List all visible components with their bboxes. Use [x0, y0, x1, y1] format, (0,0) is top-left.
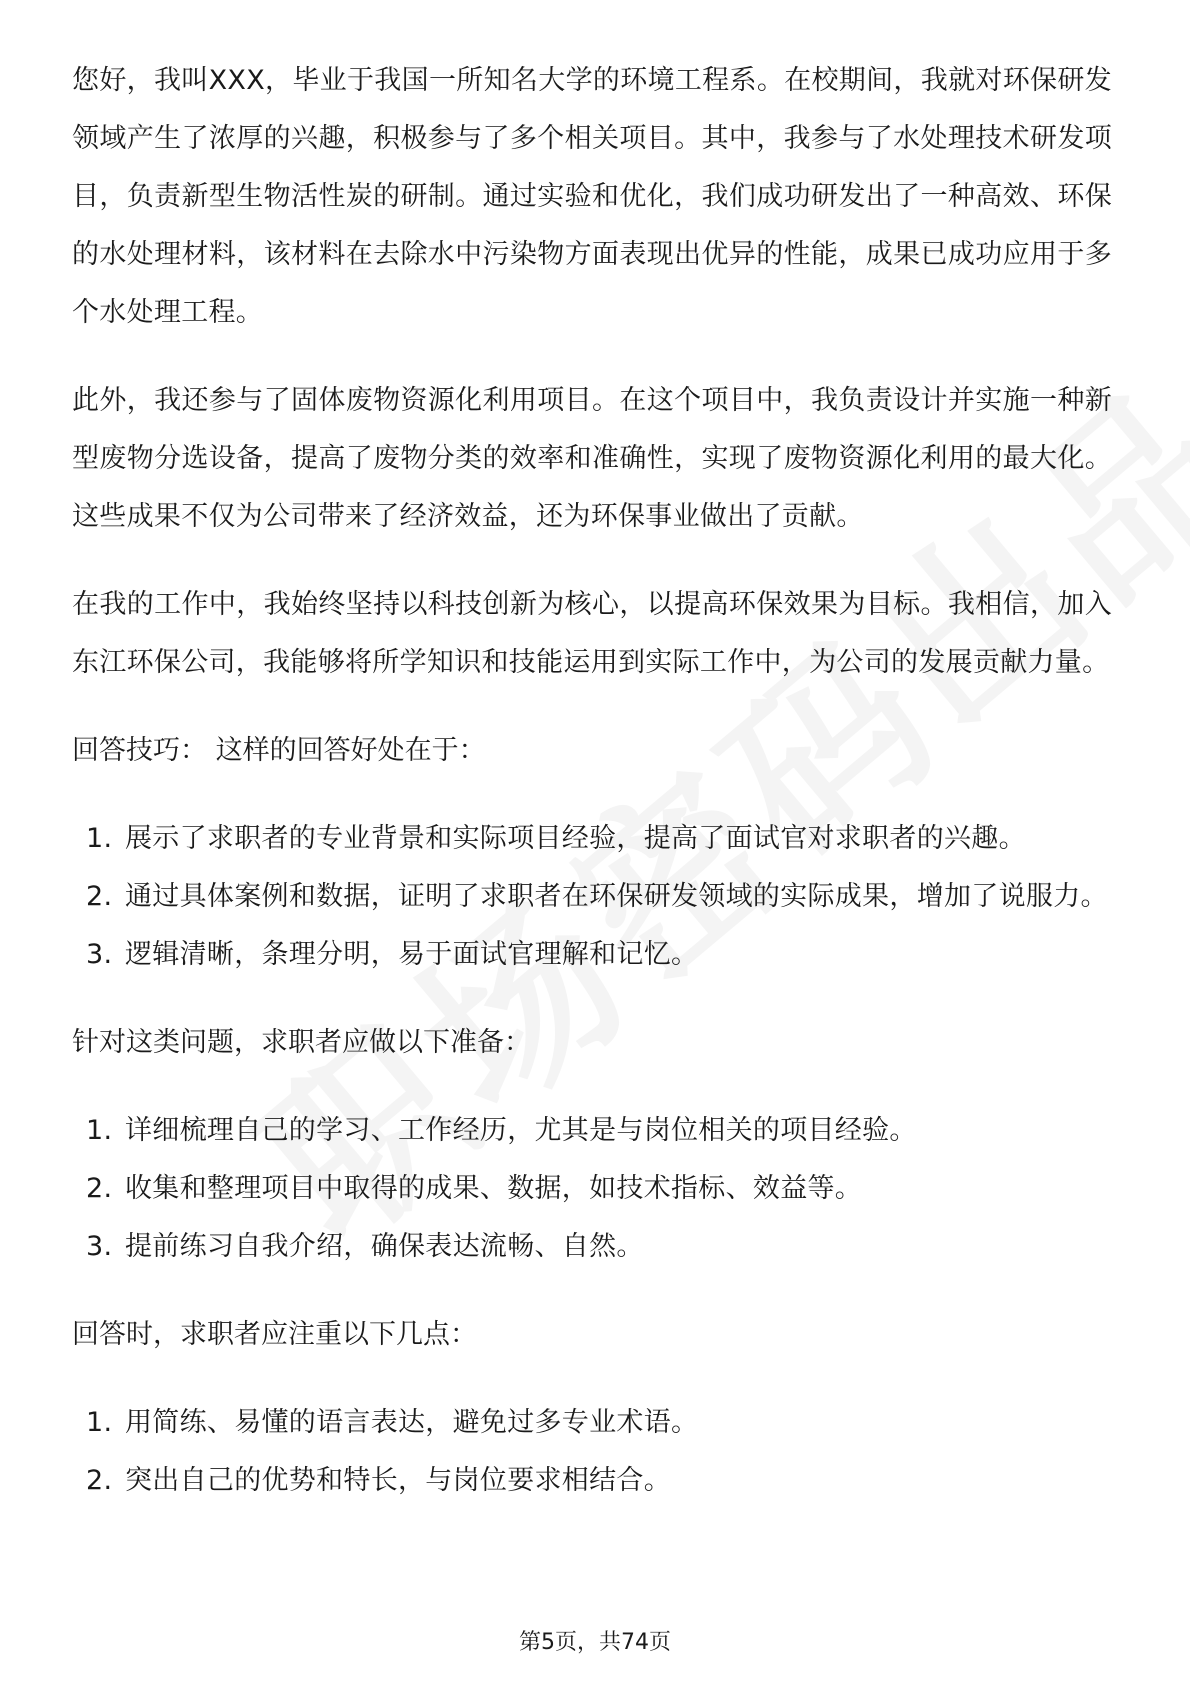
- list-item: [72, 1394, 1112, 1452]
- list-number: 1.: [86, 1115, 113, 1146]
- list-text: 用简练、易懂的语言表达，避免过多专业术语。: [125, 1407, 699, 1438]
- attention-heading: 回答时，求职者应注重以下几点：: [72, 1319, 477, 1350]
- list-item: [72, 868, 1112, 926]
- list-number: 2.: [86, 881, 113, 912]
- list-item: [72, 926, 1112, 984]
- list-item: [72, 1102, 1112, 1160]
- paragraph-project: 此外，我还参与了固体废物资源化利用项目。在这个项目中，我负责设计并实施一种新型废物分选设备，提高了废物分类的效率和准确性，实现了废物资源化利用的最大化。这些成果不仅为公司带来了经济效益，还为环保事业做出了贡献。: [72, 385, 1112, 532]
- list-item: [72, 1160, 1112, 1218]
- list-text: 逻辑清晰，条理分明，易于面试官理解和记忆。: [125, 939, 699, 970]
- list-text: 通过具体案例和数据，证明了求职者在环保研发领域的实际成果，增加了说服力。: [125, 881, 1108, 912]
- document-page: [72, 52, 1112, 1540]
- attention-list: [72, 1394, 1112, 1510]
- page-number: 第5页，共74页: [519, 1630, 671, 1655]
- list-number: 1.: [86, 1407, 113, 1438]
- list-text: 展示了求职者的专业背景和实际项目经验，提高了面试官对求职者的兴趣。: [125, 823, 1026, 854]
- list-text: 突出自己的优势和特长，与岗位要求相结合。: [125, 1465, 671, 1496]
- list-number: 2.: [86, 1173, 113, 1204]
- list-item: [72, 810, 1112, 868]
- list-number: 2.: [86, 1465, 113, 1496]
- list-text: 提前练习自我介绍，确保表达流畅、自然。: [125, 1231, 644, 1262]
- paragraph-goal: 在我的工作中，我始终坚持以科技创新为核心，以提高环保效果为目标。我相信，加入东江环保公司，我能够将所学知识和技能运用到实际工作中，为公司的发展贡献力量。: [72, 589, 1112, 678]
- paragraph-intro: 您好，我叫XXX，毕业于我国一所知名大学的环境工程系。在校期间，我就对环保研发领域产生了浓厚的兴趣，积极参与了多个相关项目。其中，我参与了水处理技术研发项目，负责新型生物活性炭的研制。通过实验和优化，我们成功研发出了一种高效、环保的水处理材料，该材料在去除水中污染物方面表现出优异的性能，成果已成功应用于多个水处理工程。: [72, 65, 1112, 328]
- list-number: 1.: [86, 823, 113, 854]
- prepare-list: [72, 1102, 1112, 1276]
- list-text: 收集和整理项目中取得的成果、数据，如技术指标、效益等。: [125, 1173, 863, 1204]
- list-number: 3.: [86, 1231, 113, 1262]
- tips-heading: 回答技巧： 这样的回答好处在于：: [72, 735, 486, 766]
- tips-list: [72, 810, 1112, 984]
- list-item: [72, 1452, 1112, 1510]
- list-item: [72, 1218, 1112, 1276]
- list-text: 详细梳理自己的学习、工作经历，尤其是与岗位相关的项目经验。: [125, 1115, 917, 1146]
- prepare-heading: 针对这类问题，求职者应做以下准备：: [72, 1027, 531, 1058]
- list-number: 3.: [86, 939, 113, 970]
